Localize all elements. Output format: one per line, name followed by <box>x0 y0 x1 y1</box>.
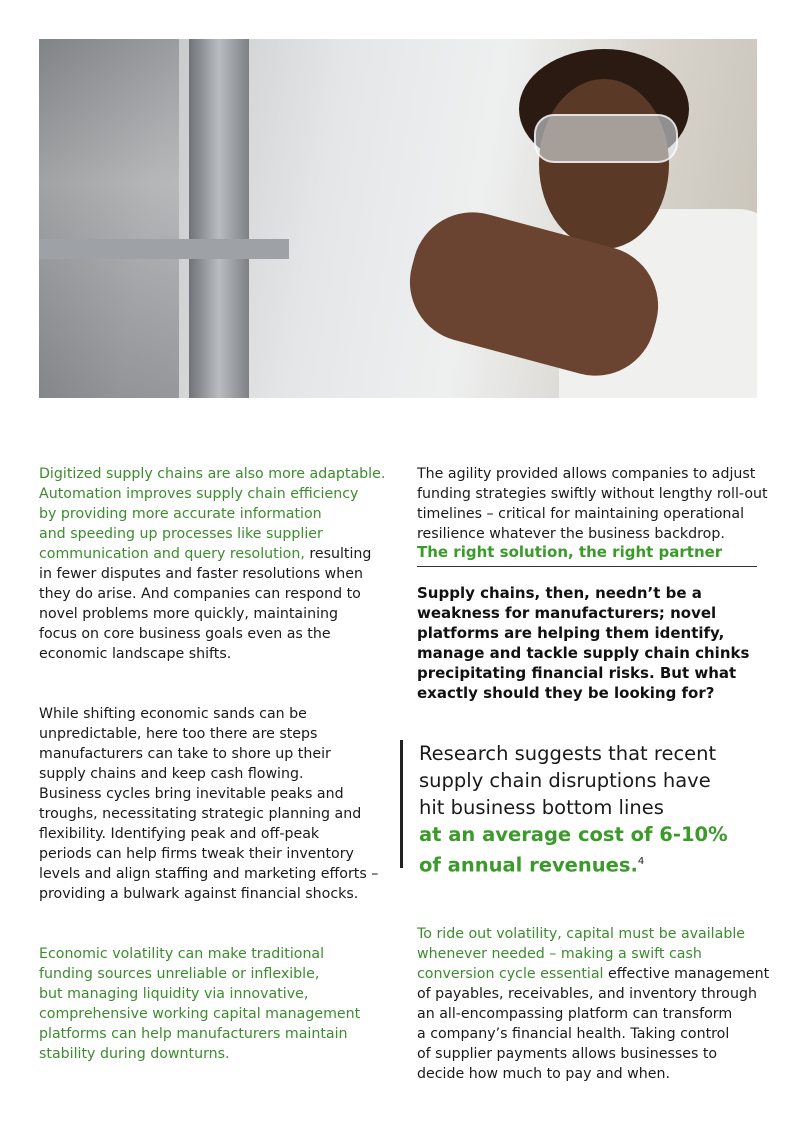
section-heading: The right solution, the right partner <box>417 543 757 567</box>
paragraph-adaptability <box>39 464 385 664</box>
quote-highlight: at an average cost of 6-10% of annual revenues. <box>419 823 728 877</box>
right-column-closing <box>417 904 769 1104</box>
highlight-text: To ride out volatility, capital must be available whenever needed – making a swift cash conversion cycle essential <box>417 926 745 982</box>
left-column <box>39 444 385 1084</box>
paragraph-agility: The agility provided allows companies to adjust funding strategies swiftly without lengthy roll-out timelines – critical for maintaining operational resilience whatever the business backdrop. <box>417 466 768 542</box>
paragraph-volatility: Economic volatility can make traditional funding sources unreliable or inflexible, but managing liquidity via innovative, comprehensive working capital management platforms can help manufacturers maintain stability during downturns. <box>39 946 361 1062</box>
lead-paragraph: Supply chains, then, needn’t be a weakness for manufacturers; novel platforms are helping them identify, manage and tackle supply chain chinks precipitating financial risks. But what exactly should they be looking for? <box>417 584 750 702</box>
body-text: effective management of payables, receivables, and inventory through an all-encompassing platform can transform a company’s financial health. Taking control of supplier payments allows businesses to decide how much to pay and when. <box>417 966 770 1082</box>
footnote-ref: 4 <box>637 856 645 867</box>
hero-photo <box>39 39 757 398</box>
quote-text: Research suggests that recent supply chain disruptions have hit business bottom lines <box>419 742 717 819</box>
paragraph-capital <box>417 924 769 1084</box>
body-text: resulting in fewer disputes and faster resolutions when they do arise. And companies can respond to novel problems more quickly, maintaining focus on core business goals even as the economic landscape shifts. <box>39 546 372 662</box>
paragraph-economic-sands: While shifting economic sands can be unpredictable, here too there are steps manufacturers can take to shore up their supply chains and keep cash flowing. Business cycles bring inevitable peaks and troughs, necessitating strategic planning and flexibility. Identifying peak and off-peak periods can help firms tweak their inventory levels and align staffing and marketing efforts – providing a bulwark against financial shocks. <box>39 706 379 902</box>
pull-quote <box>400 740 728 877</box>
highlight-text: Digitized supply chains are also more adaptable. Automation improves supply chain efficiency by providing more accurate information and speeding up processes like supplier communication and query resolution, <box>39 466 386 562</box>
